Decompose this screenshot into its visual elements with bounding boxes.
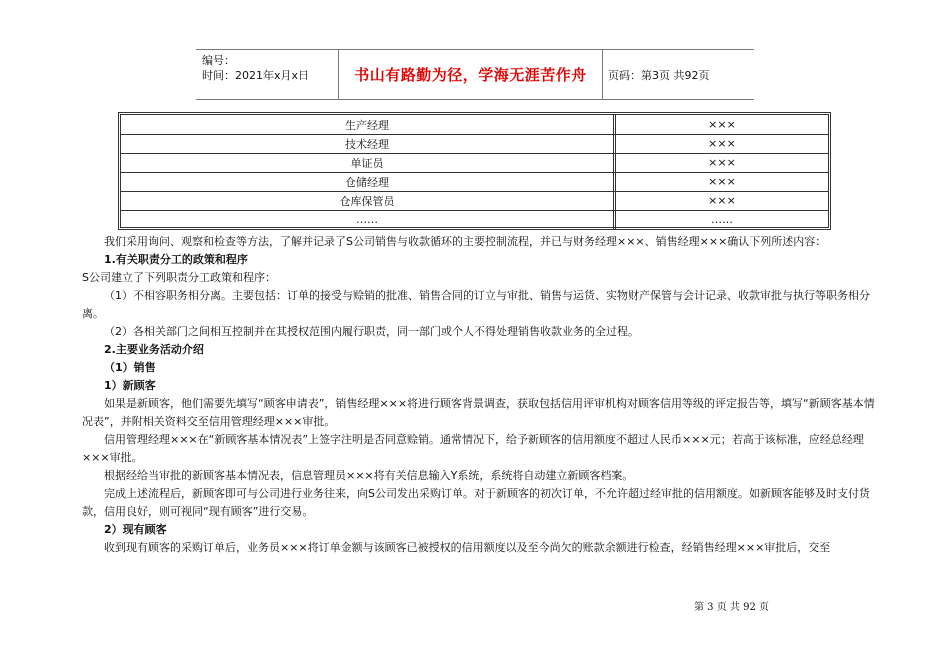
subsection-heading: 2）现有顾客 <box>104 523 167 536</box>
time-label: 时间：2021年x月x日 <box>202 69 310 82</box>
role-cell: 生产经理 <box>121 115 616 134</box>
name-cell: …… <box>711 213 733 226</box>
role-cell: 仓库保管员 <box>121 191 616 210</box>
table-row <box>121 191 828 211</box>
name-cell: ××× <box>708 175 736 188</box>
table-row <box>121 172 828 192</box>
header-meta <box>196 50 339 99</box>
name-cell: ××× <box>708 118 736 131</box>
paragraph: （2）各相关部门之间相互控制并在其授权范围内履行职责，同一部门或个人不得处理销售收款业务的全过程。 <box>104 325 639 338</box>
role-cell: 仓储经理 <box>121 172 616 191</box>
table-row <box>121 134 828 154</box>
number-label: 编号： <box>202 54 235 67</box>
name-cell: ××× <box>708 156 736 169</box>
section-heading: 2.主要业务活动介绍 <box>104 343 204 356</box>
paragraph: 根据经给当审批的新顾客基本情况表，信息管理员×××将有关信息输入Y系统，系统将自动建立新顾客档案。 <box>104 469 634 482</box>
paragraph: （1）不相容职务相分离。主要包括：订单的接受与赊销的批准、销售合同的订立与审批、销售与运货、实物财产保管与会计记录、收款审批与执行等职务相分离。 <box>82 289 870 320</box>
header-motto: 书山有路勤为径，学海无涯苦作舟 <box>339 50 603 99</box>
role-cell: 技术经理 <box>121 134 616 153</box>
paragraph: S公司建立了下列职责分工政策和程序： <box>82 271 276 284</box>
paragraph: 如果是新顾客，他们需要先填写“顾客申请表”，销售经理×××将进行顾客背景调查，获取包括信用评审机构对顾客信用等级的评定报告等，填写“新顾客基本情况表”，并附相关资料交至信用管理经理×××审批。 <box>82 397 875 428</box>
name-cell: ××× <box>708 194 736 207</box>
name-cell: ××× <box>708 137 736 150</box>
intro-paragraph: 我们采用询问、观察和检查等方法，了解并记录了S公司销售与收款循环的主要控制流程，并已与财务经理×××、销售经理×××确认下列所述内容： <box>104 235 827 248</box>
document-body <box>82 233 882 557</box>
table-row <box>121 210 828 229</box>
role-cell: …… <box>121 210 616 229</box>
subsection-heading: 1）新顾客 <box>104 379 156 392</box>
staff-table <box>118 112 831 230</box>
paragraph: 信用管理经理×××在“新顾客基本情况表”上签字注明是否同意赊销。通常情况下，给予新顾客的信用额度不超过人民币×××元；若高于该标准，应经总经理×××审批。 <box>82 433 864 464</box>
paragraph: 完成上述流程后，新顾客即可与公司进行业务往来，向S公司发出采购订单。对于新顾客的初次订单，不允许超过经审批的信用额度。如新顾客能够及时支付货款，信用良好，则可视同“现有顾客”进行交易。 <box>82 487 870 518</box>
subsection-heading: （1）销售 <box>104 361 156 374</box>
table-row <box>121 115 828 135</box>
page-header <box>196 49 754 100</box>
table-row <box>121 153 828 173</box>
header-page-code: 页码：第3页 共92页 <box>608 68 710 82</box>
section-heading: 1.有关职责分工的政策和程序 <box>104 253 248 266</box>
paragraph: 收到现有顾客的采购订单后，业务员×××将订单金额与该顾客已被授权的信用额度以及至今尚欠的账款余额进行检查，经销售经理×××审批后，交至 <box>104 541 831 554</box>
page-footer: 第 3 页 共 92 页 <box>694 602 769 613</box>
role-cell: 单证员 <box>121 153 616 172</box>
